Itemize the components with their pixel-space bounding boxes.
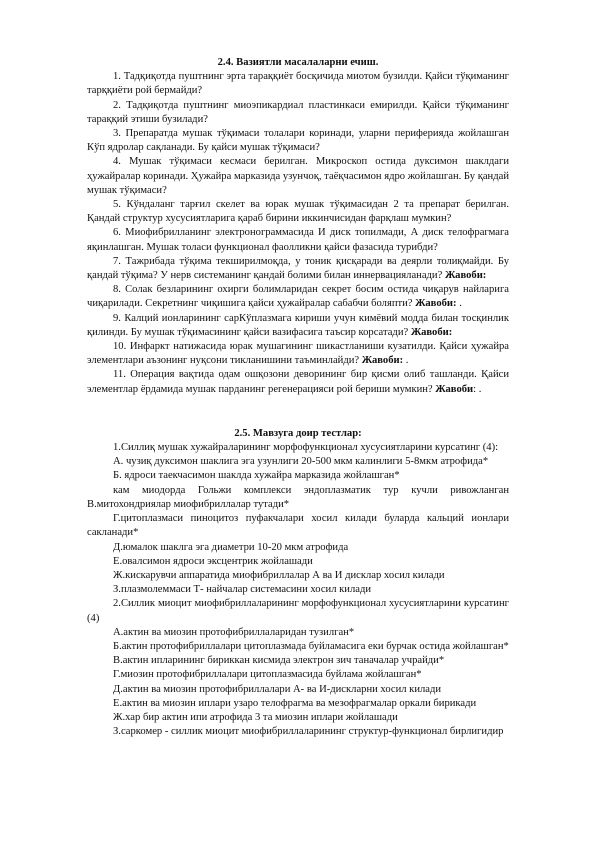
situational-tasks-list [87, 70, 509, 397]
task-item [87, 283, 509, 311]
task-question: 1. Тадқиқотда пуштнинг эрта тараққиёт босқичида миотом бузилди. Қайси тўқиманинг тарққиёти рой бермайди? [87, 71, 509, 97]
test-line: Ж.кискарувчи аппаратида миофибриллалар А ва И дисклар хосил килади [113, 569, 445, 581]
task-question: 3. Препаратда мушак тўқимаси толалари коринади, уларни периферияда жойлашган Кўп ядролар сақланади. Бу қайси мушак тўқимаси? [87, 128, 509, 154]
test-line: 1.Силлиқ мушак хужайраларининг морфофункционал хусусиятларини курсатинг (4): [113, 442, 499, 454]
test-line: Д.юмалок шаклга эга диаметри 10-20 мкм атрофида [113, 541, 349, 553]
test-line: З.саркомер - силлик миоцит миофибриллаларининг структур-функционал бирлигидир [113, 726, 504, 738]
task-item [87, 312, 509, 340]
document-page [87, 56, 509, 739]
task-item [87, 226, 509, 254]
test-line: Г.цитоплазмаси пиноцитоз пуфакчалари хосил килади буларда кальций ионлари сакланади* [87, 513, 509, 539]
task-item [87, 127, 509, 155]
task-question: 7. Тажрибада тўқима текширилмоқда, у тоник қисқаради ва деярли толиқмайди. Бу қандай тўқима? У нерв системанинг қандай болими билан иннервацияланади? [87, 255, 509, 282]
task-item [87, 99, 509, 127]
answer-label: Жавоби: [415, 298, 457, 310]
task-item [87, 255, 509, 283]
answer-label: Жавоби: [361, 355, 404, 367]
test-line: Д.актин ва миозин протофибриллалари А- ва И-дискларни хосил килади [113, 683, 442, 695]
task-question: 9. Калций ионларининг сарКўплазмага кириши учун кимёвий модда билан тосқинлик қилинди. Бу мушак тўқимасининг қайси вазифасига таъсир корсатади? [87, 312, 509, 338]
test-line: А. чузиқ дуксимон шаклига эга узунлиги 20-500 мкм калинлиги 5-8мкм атрофида* [113, 456, 489, 468]
task-question: 10. Инфаркт натижасида юрак мушагининг шикастланиши кузатилди. Қайси ҳужайра элементлари аъзонинг нуқсони тикланишини таъминлайди? [87, 341, 509, 367]
task-item [87, 198, 509, 226]
task-question: 6. Миофибрилланинг электронограммасида И диск топилмади, А диск телофрагмага яқинлашган. Мушак толаси функционал фаолликни қайси фазасида турибди? [87, 227, 509, 253]
answer-label: Жавоби: [444, 270, 487, 282]
answer-tail: . [403, 355, 409, 367]
section-heading-tests: 2.5. Мавзуга доир тестлар: [234, 427, 362, 439]
task-question: 5. Кўндаланг тарғил скелет ва юрак мушак тўқимасидан 2 та препарат берилган. Қандай структур хусусиятларига қараб бирини иккинчисидан фарқлаш мумкин? [87, 199, 509, 225]
task-item [87, 155, 509, 198]
task-item [87, 368, 509, 396]
answer-label: Жавоби [435, 383, 474, 395]
section-heading-situational-tasks: 2.4. Вазиятли масалаларни ечиш. [217, 57, 379, 68]
test-line: Е.актин ва миозин иплари узаро телофрагма ва мезофрагмалар оркали бирикади [113, 697, 477, 709]
answer-tail: . [456, 298, 462, 310]
task-item [87, 340, 509, 368]
task-question: 2. Тадқиқотда пуштнинг миоэпикардиал пластинкаси емирилди. Қайси тўқиманинг тараққий этиши бузилади? [87, 99, 509, 125]
answer-label: Жавоби: [410, 326, 453, 338]
test-line: 2.Силлик миоцит миофибриллаларининг морфофункционал хусусиятларини курсатинг (4) [87, 598, 509, 624]
task-item [87, 70, 509, 98]
test-line: Г.миозин протофибриллалари цитоплазмасида буйлама жойлашган* [113, 669, 422, 681]
test-line: Ж.хар бир актин ипи атрофида 3 та миозин иплари жойлашади [113, 711, 398, 723]
task-question: 11. Операция вақтида одам ошқозони деворининг бир қисми олиб ташланди. Қайси элементлар ёрдамида мушак парданинг регенерацияси рой бериши мумкин? [87, 369, 509, 395]
task-question: 8. Солак безларининг охирги болимларидан секрет босим остида чиқарув найларига чиқарилади. Секретнинг чиқишига қайси ҳужайралар сабабчи боляпти? [87, 284, 509, 310]
test-line: З.плазмолеммаси Т- найчалар системасини хосил килади [113, 584, 372, 596]
answer-tail: : . [473, 383, 482, 395]
task-question: 4. Мушак тўқимаси кесмаси берилган. Микроскоп остида дуксимон шаклдаги ҳужайралар коринади. Ҳужайра марказида узунчоқ, таёқчасимон ядро жойлашган. Бу қандай мушак тўқимаси? [87, 156, 509, 196]
test-line: А.актин ва миозин протофибриллаларидан тузилган* [113, 626, 355, 638]
test-line: Е.овалсимон ядроси эксцентрик жойлашади [113, 555, 313, 567]
tests-list [87, 441, 509, 739]
test-line: Б.актин протофибриллалари цитоплазмада буйламасига еки бурчак остида жойлашган* [113, 640, 509, 652]
test-line: В.актин ипларининг бириккан кисмида электрон зич таначалар учрайди* [113, 655, 445, 667]
test-line: кам миодорда Гольжи комплекси эндоплазматик тур кучли ривожланган В.митохондриялар миофибриллалар тутади* [87, 484, 509, 510]
test-line: Б. ядроси таекчасимон шаклда хужайра марказида жойлашган* [113, 470, 400, 482]
